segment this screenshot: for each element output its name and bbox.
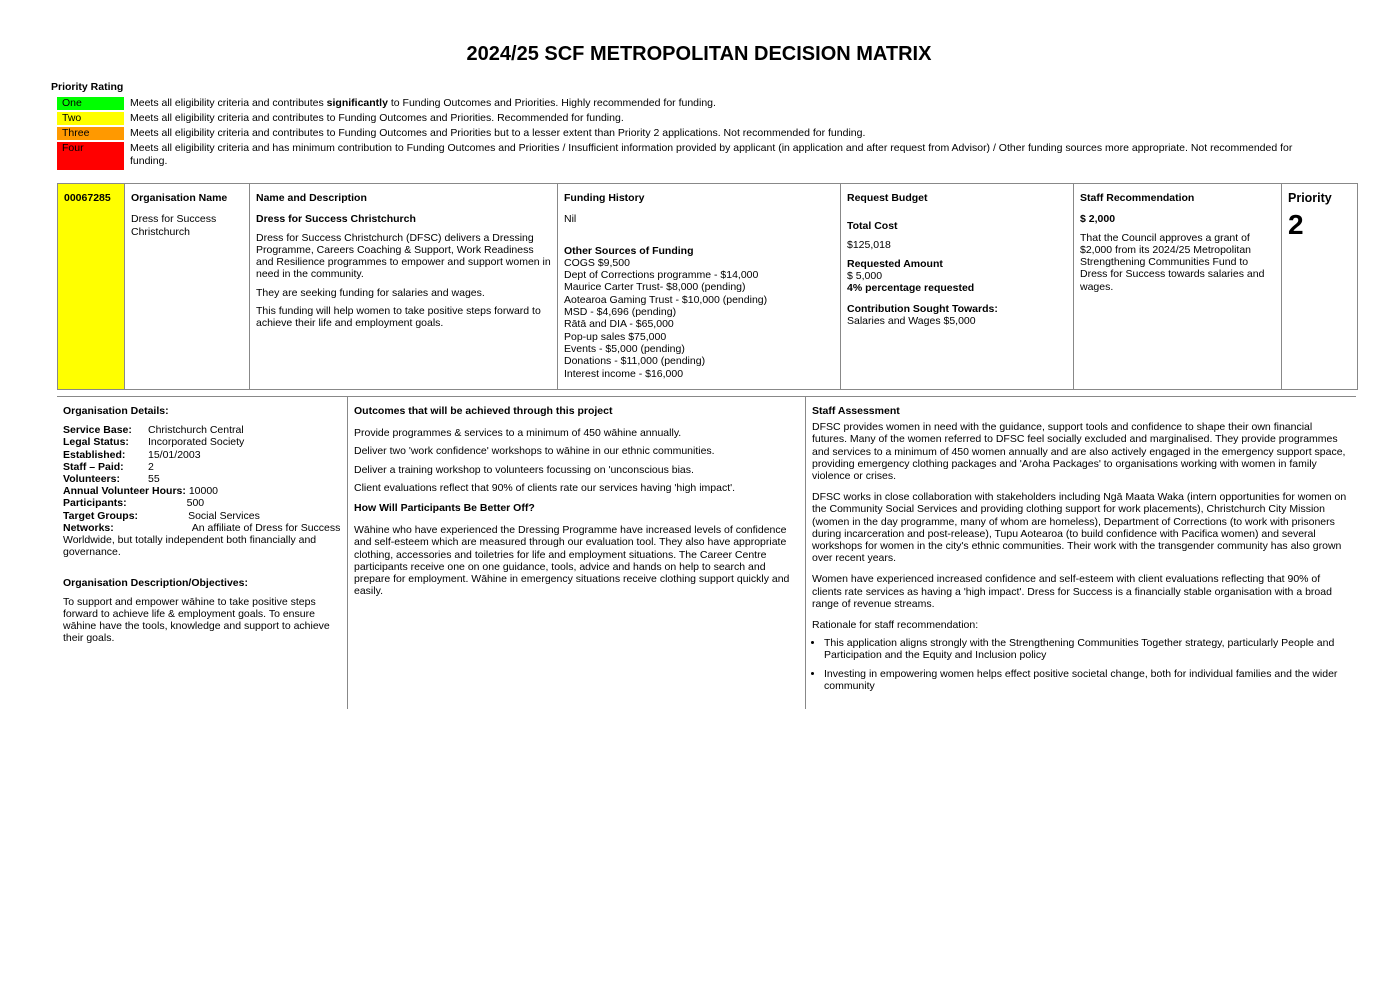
detail-value: Incorporated Society <box>148 436 245 449</box>
better-off-header: How Will Participants Be Better Off? <box>354 502 535 515</box>
legend-swatch-two: Two <box>57 112 124 125</box>
funding-source: COGS $9,500 <box>564 256 630 269</box>
annual-volunteer-hours: Annual Volunteer Hours: 10000 <box>63 485 219 498</box>
priority-header: Priority <box>1288 191 1332 205</box>
funding-source: Pop-up sales $75,000 <box>564 330 667 343</box>
staff-assessment-panel <box>806 397 1356 709</box>
staff-recommendation-amount: $ 2,000 <box>1080 213 1116 226</box>
target-groups: Target Groups: Social Services <box>63 509 260 522</box>
org-name: Dress for Success Christchurch <box>131 213 217 238</box>
legend-text-two: Meets all eligibility criteria and contributes to Funding Outcomes and Priorities. Recommended for funding. <box>130 112 624 124</box>
networks-line: Networks: An affiliate of Dress for Success <box>63 521 341 534</box>
other-sources-header: Other Sources of Funding <box>564 244 694 257</box>
details-section <box>57 396 1356 709</box>
legend-row-one <box>57 97 1317 110</box>
priority-legend <box>57 97 1317 170</box>
funding-source: Dept of Corrections programme - $14,000 <box>564 269 759 282</box>
funding-source: Donations - $11,000 (pending) <box>564 355 706 368</box>
funding-source: MSD - $4,696 (pending) <box>564 306 677 319</box>
legend-swatch-one: One <box>57 97 124 110</box>
assessment-paragraph: Women have experienced increased confidence and self-esteem with client evaluations reflecting that 90% of clients rate services as having a 'high impact'. Dress for Success is a financially stable organisation with a broad range of revenue streams. <box>812 573 1332 610</box>
priority-value: 2 <box>1288 209 1304 241</box>
application-record <box>57 183 1358 390</box>
detail-value: 55 <box>148 473 160 486</box>
detail-label: Service Base: <box>63 424 132 437</box>
outcome-item: Deliver a training workshop to volunteers focussing on 'unconscious bias. <box>354 463 694 476</box>
detail-value: Christchurch Central <box>148 424 244 437</box>
objectives-header: Organisation Description/Objectives: <box>63 577 248 590</box>
objectives-text: To support and empower wāhine to take positive steps forward to achieve life & employment goals. To ensure wāhine have the tools, knowledge and support to achieve their goals. <box>63 595 330 645</box>
legend-text-three: Meets all eligibility criteria and contributes to Funding Outcomes and Priorities but to a lesser extent than Priority 2 applications. Not recommended for funding. <box>130 127 866 139</box>
org-details-header: Organisation Details: <box>63 405 169 417</box>
outcome-item: Provide programmes & services to a minimum of 450 wāhine annually. <box>354 427 682 440</box>
outcomes-panel <box>348 397 806 709</box>
legend-row-two <box>57 112 1317 125</box>
priority-cell <box>1282 184 1357 389</box>
requested-amount-label: Requested Amount <box>847 257 943 270</box>
total-cost-label: Total Cost <box>847 220 898 233</box>
detail-label: Volunteers: <box>63 473 120 486</box>
application-id-cell <box>58 184 125 389</box>
org-name-cell <box>125 184 250 389</box>
outcome-item: Deliver two 'work confidence' workshops to wāhine in our ethnic communities. <box>354 445 715 458</box>
percentage-requested: 4% percentage requested <box>847 282 975 295</box>
total-cost: $125,018 <box>847 238 891 251</box>
detail-label: Legal Status: <box>63 436 129 449</box>
legend-row-four <box>57 142 1317 170</box>
rationale-list <box>812 637 1350 692</box>
legend-swatch-four: Four <box>57 142 124 170</box>
funding-source: Maurice Carter Trust- $8,000 (pending) <box>564 281 746 294</box>
description-paragraph: Dress for Success Christchurch (DFSC) delivers a Dressing Programme, Careers Coaching & Support, Work Readiness and Resilience programmes to empower and support women in need in the community. <box>256 231 551 281</box>
page-title: 2024/25 SCF METROPOLITAN DECISION MATRIX <box>466 43 932 65</box>
staff-recommendation-cell <box>1074 184 1282 389</box>
legend-row-three <box>57 127 1317 140</box>
rationale-item: • Investing in empowering women helps effect positive societal change, both for individual families and the wider community <box>824 668 1350 692</box>
org-details-list <box>63 424 341 485</box>
rationale-label: Rationale for staff recommendation: <box>812 619 979 632</box>
outcome-item: Client evaluations reflect that 90% of clients rate our services having 'high impact'. <box>354 481 736 494</box>
org-details-panel <box>57 397 348 709</box>
detail-label: Established: <box>63 448 126 461</box>
description-paragraph: This funding will help women to take positive steps forward to achieve their life and employment goals. <box>256 305 541 330</box>
description-header: Name and Description <box>256 192 367 204</box>
funding-source: Events - $5,000 (pending) <box>564 342 685 355</box>
staff-assessment-header: Staff Assessment <box>812 405 900 417</box>
funding-source: Aotearoa Gaming Trust - $10,000 (pending) <box>564 293 768 306</box>
funding-history-cell <box>558 184 841 389</box>
legend-swatch-three: Three <box>57 127 124 140</box>
funding-source: Interest income - $16,000 <box>564 367 684 380</box>
outcomes-header: Outcomes that will be achieved through this project <box>354 405 613 417</box>
request-budget-cell <box>841 184 1074 389</box>
funding-history: Nil <box>564 213 577 226</box>
detail-value: 15/01/2003 <box>148 448 201 461</box>
description-cell <box>250 184 558 389</box>
contribution: Salaries and Wages $5,000 <box>847 315 976 328</box>
detail-label: Staff – Paid: <box>63 460 124 473</box>
legend-text-four: Meets all eligibility criteria and has minimum contribution to Funding Outcomes and Priorities / Insufficient information provided by applicant (in application and after request from Advisor) / Other funding sources more appropriate. Not recommended for funding. <box>130 142 1293 167</box>
requested-amount: $ 5,000 <box>847 270 883 283</box>
legend-text-one: Meets all eligibility criteria and contributes significantly to Funding Outcomes and Priorities. Highly recommended for funding. <box>130 97 716 109</box>
assessment-paragraph: DFSC works in close collaboration with stakeholders including Ngā Maata Waka (intern opportunities for women on the Community Social Services and providing clothing support for work placements), Christchurch City Mission (women in the day programme, many of whom are homeless), Department of Corrections (to work with prisoners during incarceration and post-release), Tupu Aotearoa (to build confidence with Pacifica women) and several workshops for women in the city's ethnic communities. Their work with the transgender community has also grown over recent years. <box>812 491 1347 565</box>
description-paragraph: They are seeking funding for salaries and wages. <box>256 286 485 299</box>
contribution-label: Contribution Sought Towards: <box>847 302 998 315</box>
better-off-text: Wāhine who have experienced the Dressing Programme have increased levels of confidence and self-esteem which are measured through our evaluation tool. They also have appropriate clothing, accessories and toiletries for life and employment situations. The Career Centre participants receive one on one guidance, tools, advice and hands on help to search and prepare for employment. Wāhine in emergency situations receive clothing support quickly and easily. <box>354 524 790 598</box>
application-id: 00067285 <box>64 192 111 204</box>
detail-value: 2 <box>148 460 154 473</box>
networks-continued: Worldwide, but totally independent both financially and governance. <box>63 534 317 559</box>
funding-source: Rātā and DIA - $65,000 <box>564 318 674 331</box>
participants: Participants: 500 <box>63 497 205 510</box>
priority-rating-label: Priority Rating <box>51 81 124 93</box>
staff-recommendation-header: Staff Recommendation <box>1080 192 1195 204</box>
funding-history-header: Funding History <box>564 192 645 204</box>
assessment-paragraph: DFSC provides women in need with the guidance, support tools and confidence to shape their own financial futures. Many of the women referred to DFSC feel socially excluded and marginalised. They provide programmes and services to a minimum of 450 women annually and are also actively engaged in the emergency support space, providing emergency clothing packages and 'Aroha Packages' to organisations working with women in family violence or crises. <box>812 421 1346 483</box>
org-name-header: Organisation Name <box>131 192 228 204</box>
request-budget-header: Request Budget <box>847 192 928 204</box>
description-title: Dress for Success Christchurch <box>256 213 416 226</box>
staff-recommendation-text: That the Council approves a grant of $2,000 from its 2024/25 Metropolitan Strengthening Communities Fund to Dress for Success towards salaries and wages. <box>1080 231 1265 293</box>
rationale-item: • This application aligns strongly with the Strengthening Communities Together strategy, particularly People and Participation and the Equity and Inclusion policy <box>824 637 1350 661</box>
